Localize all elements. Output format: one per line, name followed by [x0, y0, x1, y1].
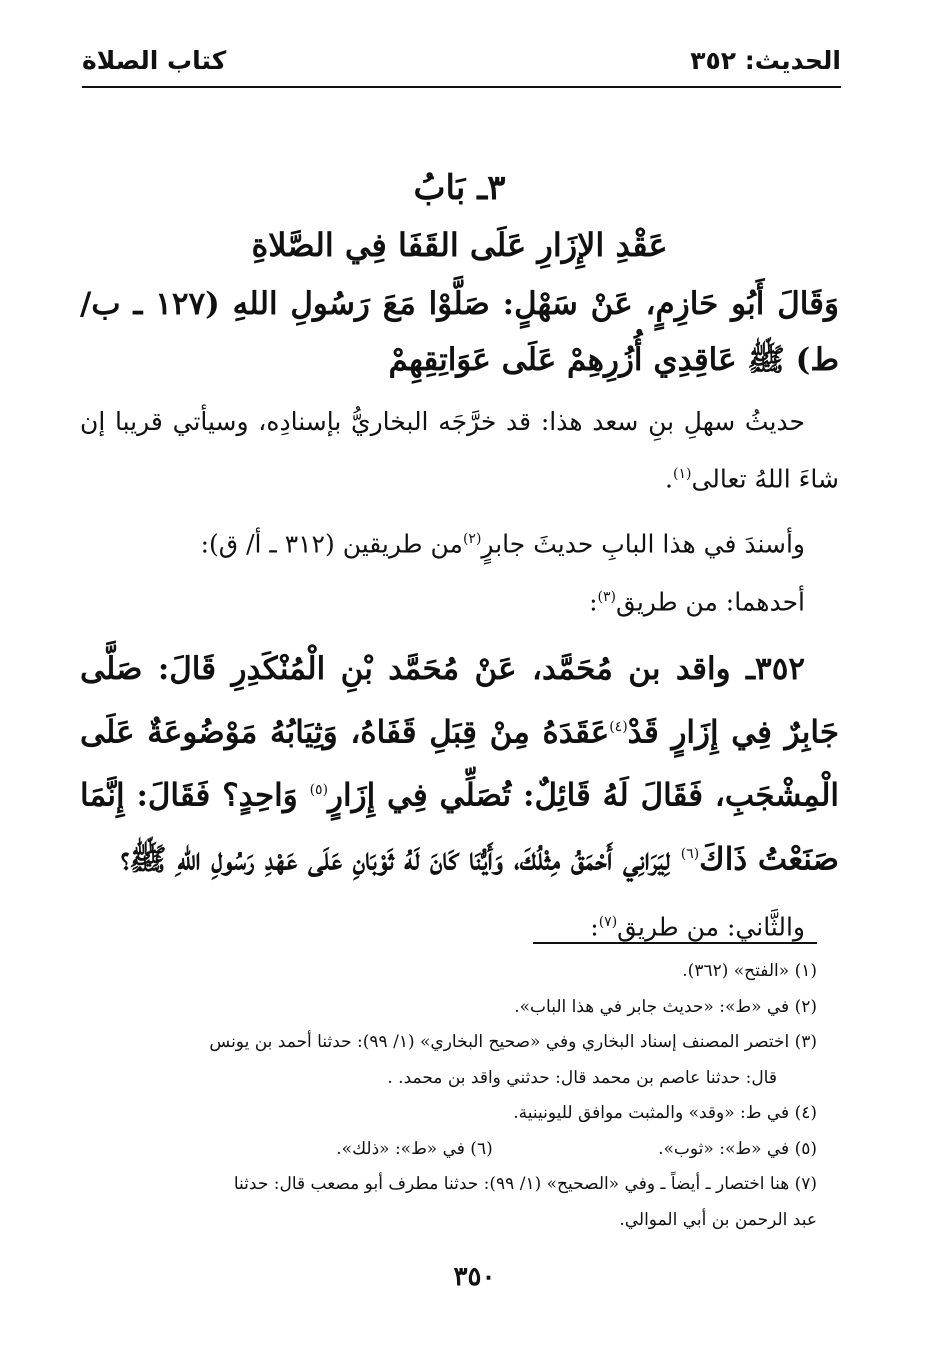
footnote-row-5-6	[80, 1132, 817, 1168]
footnote-7: (٧) هنا اختصار ـ أيضاً ـ وفي «الصحيح» (١/ ٩٩): حدثنا مطرف أبو مصعب قال: حدثنا	[233, 1174, 817, 1194]
footnote-6: (٦) في «ط»: «ذلك».	[336, 1138, 493, 1159]
footnote-4: (٤) في ط: «وقد» والمثبت موافق لليونينية.	[513, 1103, 817, 1123]
paragraph-end: .	[665, 464, 673, 494]
footnote-ref-5: (٥)	[309, 782, 329, 799]
paragraph-text: أحدهما: من طريق	[615, 586, 805, 616]
footnote-1: (١) «الفتح» (٣٦٢).	[682, 961, 817, 981]
footnote-7-continued: عبد الرحمن بن أبي الموالي.	[619, 1209, 817, 1230]
paragraph-text: حديثُ سهلِ بنِ سعد هذا: قد خرَّجَه البخاريُّ بإسنادِه، وسيأتي قريبا إن شاءَ اللهُ تعالى	[80, 407, 839, 494]
paragraph-text: من طريقين (٣١٢ ـ أ/ ق):	[200, 529, 463, 559]
paragraph-text: وأسندَ في هذا البابِ حديثَ جابرٍ	[481, 529, 805, 559]
footnote-ref-3: (٣)	[597, 588, 616, 605]
footnote-5: (٥) في «ط»: «ثوب».	[658, 1138, 817, 1159]
hadith-part: لِيَرَانِي أَحْمَقُ مِثْلُكَ، وَأَيُّنَا كَانَ لَهُ ثَوْبَانِ عَلَى عَهْدِ رَسُولِ اللهِ ﷺ؟	[120, 840, 670, 877]
paragraph-commentary-1	[80, 396, 839, 505]
paragraph-text: :	[589, 586, 598, 616]
footnote-3-continued: قال: حدثنا عاصم بن محمد قال: حدثني واقد بن محمد. .	[387, 1067, 777, 1088]
page-number: ٣٥٠	[453, 1262, 496, 1292]
hadith-part: وَاحِدٍ؟ فَقَالَ: إِنَّمَا صَنَعْتُ ذَاكَ	[80, 777, 839, 877]
footnotes	[80, 954, 817, 1238]
footnote-3: (٣) اختصر المصنف إسناد البخاري وفي «صحيح البخاري» (١/ ٩٩): حدثنا أحمد بن يونس	[209, 1032, 817, 1052]
hadith-part: ٣٥٢ـ واقد بن مُحَمَّد، عَنْ مُحَمَّد بْنِ الْمُنْكَدِرِ قَالَ: صَلَّى جَابِرٌ فِي إِزَارٍ قَدْ	[80, 650, 839, 751]
paragraph-first-route	[80, 571, 839, 628]
footnote-ref-1: (١)	[672, 466, 692, 482]
paragraph-text: والثَّاني: من طريق	[617, 912, 805, 942]
paragraph-commentary-2	[80, 513, 839, 570]
main-content	[80, 160, 839, 953]
running-header	[82, 40, 841, 88]
mualaq-narration: وَقَالَ أَبُو حَازِمٍ، عَنْ سَهْلٍ: صَلَّوْا مَعَ رَسُولِ اللهِ (١٢٧ ـ ب/ ط) ﷺ عَاقِدِي أُزُرِهِمْ عَلَى عَوَاتِقِهِمْ	[80, 286, 839, 378]
footnote-ref-7: (٧)	[598, 913, 618, 930]
footnote-ref-4: (٤)	[609, 718, 628, 735]
paragraph-second-route	[80, 896, 839, 953]
footnote-ref-2: (٢)	[462, 531, 482, 548]
chapter-title: عَقْدِ الإِزَارِ عَلَى القَفَا فِي الصَّلاةِ	[251, 226, 668, 264]
paragraph-text: :	[590, 912, 599, 942]
hadith-number-label: الحديث: ٣٥٢	[690, 46, 841, 75]
chapter-number: ٣ـ بَابُ	[413, 168, 506, 208]
book-title: كتاب الصلاة	[82, 46, 227, 75]
hadith-text	[80, 640, 839, 888]
footnote-ref-6: (٦)	[680, 845, 700, 862]
footnote-2: (٢) في «ط»: «حديث جابر في هذا الباب».	[514, 996, 817, 1017]
hadith-part: عَقَدَهُ مِنْ قِبَلِ قَفَاهُ، وَثِيَابُهُ مَوْضُوعَةٌ عَلَى الْمِشْجَبِ، فَقَالَ لَهُ قَائِلٌ: تُصَلِّي فِي إِزَارٍ	[80, 714, 840, 814]
footnote-separator	[533, 942, 817, 944]
